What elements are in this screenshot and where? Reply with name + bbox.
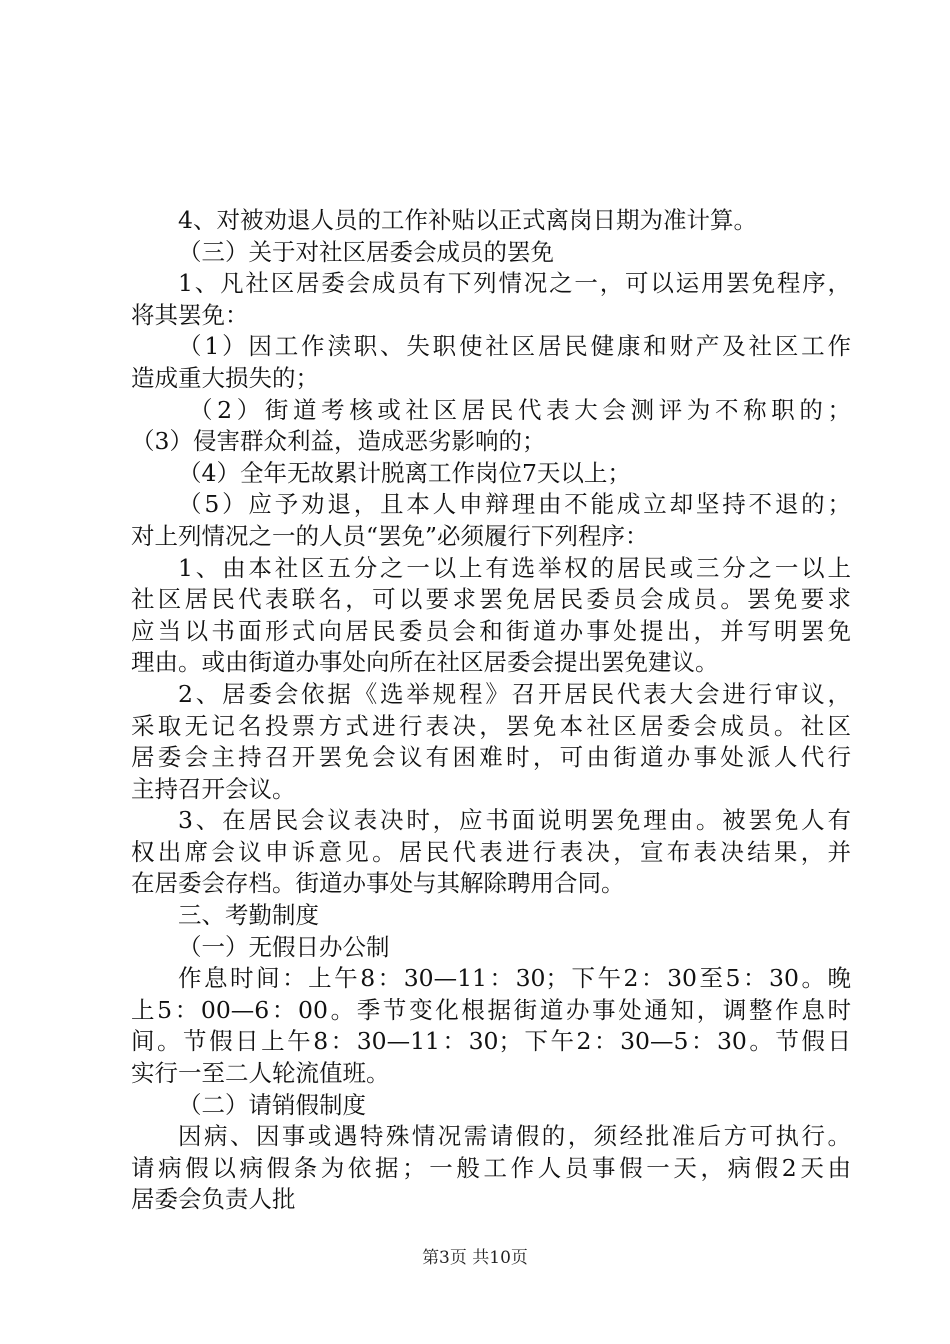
paragraph-line: 在居委会存档。街道办事处与其解除聘用合同。	[131, 869, 625, 898]
paragraph-line: 上5：00—6：00。季节变化根据街道办事处通知，调整作息时	[131, 995, 851, 1024]
paragraph-line: 社区居民代表联名，可以要求罢免居民委员会成员。罢免要求	[131, 585, 851, 614]
paragraph-line: 因病、因事或遇特殊情况需请假的，须经批准后方可执行。	[178, 1122, 851, 1151]
paragraph-line: 1、凡社区居委会成员有下列情况之一，可以运用罢免程序，	[178, 269, 851, 298]
paragraph-line: （4）全年无故累计脱离工作岗位7天以上；	[178, 458, 631, 487]
paragraph-line: 作息时间：上午8：30—11：30；下午2：30至5：30。晚	[178, 964, 851, 993]
section-heading: （一）无假日办公制	[178, 932, 390, 961]
paragraph-line: 理由。或由街道办事处向所在社区居委会提出罢免建议。	[131, 648, 719, 677]
section-heading: （三）关于对社区居委会成员的罢免	[178, 237, 554, 266]
section-heading: （二）请销假制度	[178, 1090, 366, 1119]
section-heading: 三、考勤制度	[178, 901, 319, 930]
paragraph-line: 应当以书面形式向居民委员会和街道办事处提出，并写明罢免	[131, 616, 851, 645]
paragraph-line: 对上列情况之一的人员“罢免”必须履行下列程序：	[131, 521, 649, 550]
paragraph-line: 1、由本社区五分之一以上有选举权的居民或三分之一以上	[178, 553, 851, 582]
paragraph-line: 3、在居民会议表决时，应书面说明罢免理由。被罢免人有	[178, 806, 851, 835]
paragraph-line: 实行一至二人轮流值班。	[131, 1059, 390, 1088]
paragraph-line: （5）应予劝退，且本人申辩理由不能成立却坚持不退的；	[178, 490, 851, 519]
paragraph-line: 权出席会议申诉意见。居民代表进行表决，宣布表决结果，并	[131, 837, 851, 866]
paragraph-line: （1）因工作渎职、失职使社区居民健康和财产及社区工作	[178, 332, 851, 361]
paragraph-line: 主持召开会议。	[131, 774, 296, 803]
paragraph-line: 造成重大损失的；	[131, 363, 319, 392]
paragraph-line: 采取无记名投票方式进行表决，罢免本社区居委会成员。社区	[131, 711, 851, 740]
paragraph-line: 将其罢免：	[131, 300, 249, 329]
paragraph-line: 居委会负责人批	[131, 1185, 296, 1214]
document-body	[131, 205, 851, 1216]
paragraph-line: 请病假以病假条为依据；一般工作人员事假一天，病假2天由	[131, 1153, 851, 1182]
paragraph-line: 4、对被劝退人员的工作补贴以正式离岗日期为准计算。	[178, 206, 757, 234]
paragraph-line: 间。节假日上午8：30—11：30；下午2：30—5：30。节假日	[131, 1027, 851, 1056]
paragraph-line: 2、居委会依据《选举规程》召开居民代表大会进行审议，	[178, 679, 851, 708]
paragraph-line: 居委会主持召开罢免会议有困难时，可由街道办事处派人代行	[131, 743, 851, 772]
paragraph-line: （3）侵害群众利益，造成恶劣影响的；	[131, 427, 546, 456]
paragraph-line: （2）街道考核或社区居民代表大会测评为不称职的；	[189, 395, 851, 424]
page-number-footer: 第3页 共10页	[422, 1248, 528, 1268]
